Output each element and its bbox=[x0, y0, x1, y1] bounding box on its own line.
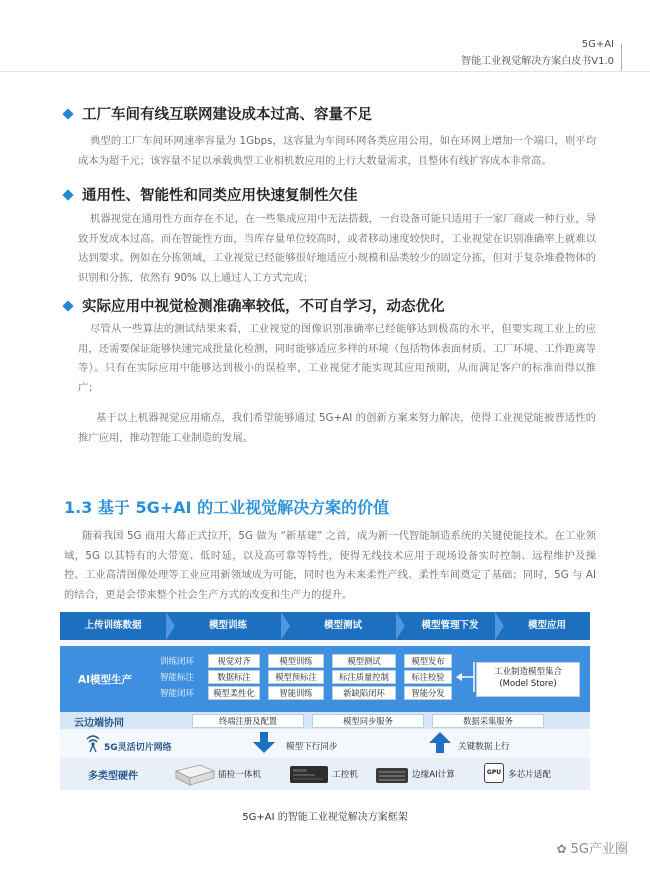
box-data-annotate: 数据标注 bbox=[208, 670, 260, 684]
row-label-smart-annotate: 智能标注 bbox=[160, 673, 195, 683]
section-1-3-body: 随着我国 5G 商用大幕正式拉开，5G 做为 “新基建” 之首，成为新一代智能制造系统的关键使能技术。在工业领域，5G 以其特有的大带宽、低时延，以及高可靠等特性，使得无线技术应用于现场设备实时控制、远程维护及操控、工业高清图像处理等工业应用新领域成为可能，同时也为未来柔性产线、柔性车间奠定了基础；同时，5G 与 AI 的结合，更是会带来整个社会生产方式的改变和生产力的提升。 bbox=[64, 530, 596, 601]
box-defect-loop: 新缺陷闭环 bbox=[332, 686, 396, 700]
box-model-flex: 模型柔性化 bbox=[208, 686, 260, 700]
bullet-diamond-icon bbox=[62, 300, 73, 311]
network-label: 5G灵活切片网络 bbox=[104, 743, 172, 753]
box-smart-dispatch: 智能分发 bbox=[404, 686, 452, 700]
box-smart-train: 智能训练 bbox=[268, 686, 324, 700]
box-data-collect: 数据采集服务 bbox=[432, 714, 544, 728]
model-store-en: (Model Store) bbox=[499, 679, 557, 689]
box-model-publish: 模型发布 bbox=[404, 654, 452, 668]
stage-apply: 模型应用 bbox=[527, 620, 566, 631]
chevron-right-icon bbox=[495, 612, 504, 640]
box-annotate-qc: 标注质量控制 bbox=[332, 670, 396, 684]
downlink-label: 模型下行同步 bbox=[286, 742, 338, 752]
wechat-icon: ✿ bbox=[556, 842, 567, 856]
summary-paragraph: 基于以上机器视觉应用痛点，我们希望能够通过 5G+AI 的创新方案来努力解决，使得工业视觉能被普适性的推广应用，推动智能工业制造的发展。 bbox=[78, 412, 596, 444]
gpu-chip-icon: GPU bbox=[484, 763, 504, 783]
antenna-icon bbox=[84, 733, 102, 753]
section-heading: 通用性、智能性和同类应用快速复制性欠佳 bbox=[82, 188, 358, 204]
bullet-diamond-icon bbox=[62, 189, 73, 200]
watermark-text: 5G产业圈 bbox=[570, 842, 628, 857]
header-product: 5G+AI bbox=[581, 39, 614, 50]
arrow-up-icon bbox=[428, 732, 452, 754]
uplink-label: 关键数据上行 bbox=[458, 742, 510, 752]
box-visual-align: 视觉对齐 bbox=[208, 654, 260, 668]
hw-industrial-pc: 工控机 bbox=[332, 770, 358, 780]
hardware-title: 多类型硬件 bbox=[88, 771, 138, 782]
hw-edge-ai: 边缘AI计算 bbox=[412, 770, 455, 780]
stage-train: 模型训练 bbox=[208, 620, 247, 631]
box-annotate-verify: 标注校验 bbox=[404, 670, 452, 684]
section-body: 典型的工厂车间环网速率容量为 1Gbps，这容量为车间环网各类应用公用，如在环网上增加一个端口，则平均成本为超千元；该容量不足以承载典型工业相机数应用的上行大数量需求，且整体有线扩容成本非常高。 bbox=[78, 135, 596, 167]
model-store-box bbox=[476, 662, 580, 697]
chevron-right-icon bbox=[166, 612, 175, 640]
section-heading: 工厂车间有线互联网建设成本过高、容量不足 bbox=[82, 107, 372, 123]
hw-inspection-machine: 插检一体机 bbox=[218, 770, 261, 780]
box-model-train: 模型训练 bbox=[268, 654, 324, 668]
figure-caption: 5G+AI 的智能工业视觉解决方案框架 bbox=[242, 812, 408, 823]
chevron-right-icon bbox=[281, 612, 290, 640]
row-label-train-loop: 训练闭环 bbox=[160, 657, 195, 667]
section-body: 机器视觉在通用性方面存在不足，在一些集成应用中无法搭载，一台设备可能只适用于一家厂商或一种行业，导致开发成本过高。而在智能性方面，当库存量单位较高时，或者移动速度较快时，工业视觉在识别准确率上就难以达到要求。例如在分拣领域，工业视觉已经能够很好地适应小规模和品类较少的固定分拣，但对于复杂堆叠物体的识别和分拣，依然有 90% 以上通过人工方式完成； bbox=[78, 213, 596, 284]
box-model-test: 模型测试 bbox=[332, 654, 396, 668]
box-terminal-register: 终端注册及配置 bbox=[192, 714, 304, 728]
section-heading: 实际应用中视觉检测准确率较低，不可自学习，动态优化 bbox=[82, 299, 445, 315]
arrow-left-icon bbox=[453, 660, 475, 694]
box-model-sync: 模型同步服务 bbox=[312, 714, 424, 728]
model-store-label: 工业制造模型集合 bbox=[493, 667, 562, 677]
cloud-edge-title: 云边端协同 bbox=[74, 718, 124, 729]
arrow-down-icon bbox=[252, 732, 276, 754]
solution-framework-diagram bbox=[60, 612, 590, 790]
header-rule bbox=[0, 71, 650, 72]
industrial-pc-icon bbox=[288, 762, 330, 786]
chevron-right-icon bbox=[396, 612, 405, 640]
watermark bbox=[556, 838, 628, 857]
stage-deploy: 模型管理下发 bbox=[421, 620, 479, 631]
section-body: 尽管从一些算法的测试结果来看，工业视觉的图像识别准确率已经能够达到极高的水平，但要实现工业上的应用，还需要保证能够快速完成批量化检测，同时能够适应多样的环境（包括物体表面材质、工厂环境、工作距离等等）。只有在实际应用中能够达到极小的误检率，工业视觉才能实现其应用预期，从而满足客户的标准而得以推广； bbox=[78, 323, 596, 394]
stage-upload: 上传训练数据 bbox=[84, 620, 142, 631]
ai-production-title: AI模型生产 bbox=[78, 674, 133, 686]
inspection-machine-icon bbox=[172, 761, 216, 787]
header-accent-line bbox=[621, 44, 622, 71]
edge-ai-device-icon bbox=[374, 762, 410, 786]
bullet-diamond-icon bbox=[62, 108, 73, 119]
box-pre-annotate: 模型预标注 bbox=[268, 670, 324, 684]
stage-test: 模型测试 bbox=[323, 620, 362, 631]
header-doc-title: 智能工业视觉解决方案白皮书V1.0 bbox=[461, 56, 614, 67]
hw-multi-chip: 多芯片适配 bbox=[508, 770, 551, 780]
section-1-3-title: 1.3 基于 5G+AI 的工业视觉解决方案的价值 bbox=[64, 498, 390, 517]
row-label-smart-loop: 智能闭环 bbox=[160, 689, 195, 699]
